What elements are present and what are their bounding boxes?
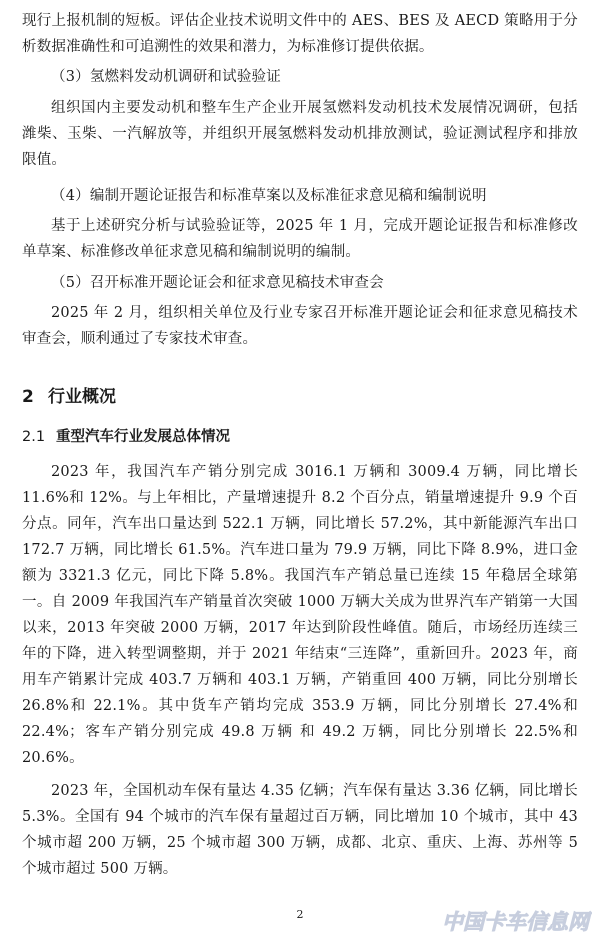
item-heading-4: （4）编制开题论证报告和标准草案以及标准征求意见稿和编制说明 bbox=[51, 188, 487, 204]
section-number: 2 bbox=[22, 387, 34, 407]
paragraph-hydrogen-survey: 组织国内主要发动机和整车生产企业开展氢燃料发动机技术发展情况调研，包括潍柴、玉柴、一汽解放等，并组织开展氢燃料发动机排放测试，验证测试程序和排放限值。 bbox=[22, 100, 578, 168]
item-heading-3: （3）氢燃料发动机调研和试验验证 bbox=[51, 69, 281, 85]
paragraph-reporting-mechanism: 现行上报机制的短板。评估企业技术说明文件中的 AES、BES 及 AECD 策略用于分析数据准确性和可追溯性的效果和潜力，为标准修订提供依据。 bbox=[22, 13, 578, 55]
page-number: 2 bbox=[296, 908, 304, 921]
section-title: 行业概况 bbox=[48, 387, 116, 407]
watermark-logo bbox=[407, 906, 592, 936]
subsection-number: 2.1 bbox=[22, 429, 46, 445]
paragraph-auto-production-sales: 2023 年，我国汽车产销分别完成 3016.1 万辆和 3009.4 万辆，同比增长 11.6%和 12%。与上年相比，产量增速提升 8.2 个百分点，销量增速提升 9.9 个百分点。同年，汽车出口量达到 522.1 万辆，同比增长 57.2%，其中新能源汽车出口 172.7 万辆，同比增长 61.5%。汽车进口量为 79.9 万辆，同比下降 8.9%，进口金额为 3321.3 亿元，同比下降 5.8%。我国汽车产销总量已连续 15 年稳居全球第一。自 2009 年我国汽车产销量首次突破 1000 万辆大关成为世界汽车产销第一大国以来，2013 年突破 2000 万辆，2017 年达到阶段性峰值。随后，市场经历连续三年的下降，进入转型调整期，并于 2021 年结束“三连降”，重新回升。2023 年，商用车产销累计完成 403.7 万辆和 403.1 万辆，产销重回 400 万辆，同比分别增长 26.8%和 22.1%。其中货车产销均完成 353.9 万辆，同比分别增长 27.4%和 22.4%；客车产销分别完成 49.8 万辆 和 49.2 万辆，同比分别增长 22.5%和 20.6%。 bbox=[22, 464, 578, 766]
watermark-text: 中国卡车信息网 bbox=[442, 910, 589, 934]
subsection-title: 重型汽车行业发展总体情况 bbox=[56, 429, 230, 445]
subsection-heading bbox=[22, 426, 230, 448]
paragraph-vehicle-ownership: 2023 年，全国机动车保有量达 4.35 亿辆；汽车保有量达 3.36 亿辆，同比增长 5.3%。全国有 94 个城市的汽车保有量超过百万辆，同比增加 10 个城市，其中 43 个城市超 200 万辆，25 个城市超 300 万辆，成都、北京、重庆、上海、苏州等 5 个城市超过 500 万辆。 bbox=[22, 783, 578, 877]
item-heading-5: （5）召开标准开题论证会和征求意见稿技术审查会 bbox=[51, 275, 384, 291]
paragraph-expert-review: 2025 年 2 月，组织相关单位及行业专家召开标准开题论证会和征求意见稿技术审查会，顺利通过了专家技术审查。 bbox=[22, 305, 578, 347]
section-heading bbox=[22, 385, 116, 409]
paragraph-draft-preparation: 基于上述研究分析与试验验证等，2025 年 1 月，完成开题论证报告和标准修改单草案、标准修改单征求意见稿和编制说明的编制。 bbox=[22, 218, 578, 260]
